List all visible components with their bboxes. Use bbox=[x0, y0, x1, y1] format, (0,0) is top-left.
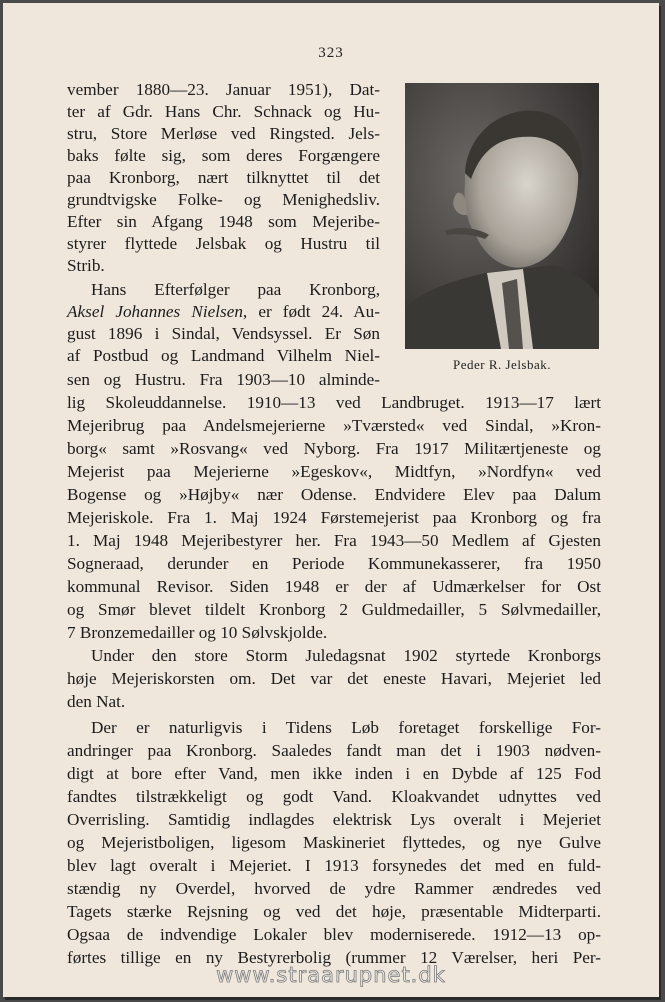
watermark: www.straarupnet.dk bbox=[216, 963, 446, 987]
text-line: gust 1896 i Sindal, Vendsyssel. Er Søn bbox=[67, 324, 380, 343]
text-line: Under den store Storm Juledagsnat 1902 styrtede Kronborgs bbox=[91, 646, 601, 665]
text-line: førtes tillige en ny Bestyrerbolig (rummer 12 Værelser, heri Per- bbox=[67, 948, 601, 967]
text-line: Bogense og »Højby« nær Odense. Endvidere Elev paa Dalum bbox=[67, 485, 601, 504]
text-line: stændig ny Overdel, hvorved de ydre Rammer ændredes ved bbox=[67, 879, 601, 898]
portrait-figure bbox=[405, 83, 599, 373]
text-line: vember 1880—23. Januar 1951), Dat- bbox=[67, 80, 380, 99]
text-line: paa Kronborg, nært tilknyttet til det bbox=[67, 168, 380, 187]
text-line: Mejeriskole. Fra 1. Maj 1924 Førstemejerist paa Kronborg og fra bbox=[67, 508, 601, 527]
text-line: baks følte sig, som deres Forgængere bbox=[67, 146, 380, 165]
text-line: Ogsaa de indvendige Lokaler blev moderniserede. 1912—13 op- bbox=[67, 925, 601, 944]
text-line: ter af Gdr. Hans Chr. Schnack og Hu- bbox=[67, 102, 380, 121]
text-line: lig Skoleuddannelse. 1910—13 ved Landbruget. 1913—17 lært bbox=[67, 393, 601, 412]
text-line: Tagets stærke Rejsning og ved det høje, præsentable Midterparti. bbox=[67, 902, 601, 921]
text-line: Der er naturligvis i Tidens Løb foretaget forskellige For- bbox=[91, 718, 601, 737]
text-line: digt at bore efter Vand, men ikke inden i en Dybde af 125 Fod bbox=[67, 764, 601, 783]
text-line: styrer flyttede Jelsbak og Hustru til bbox=[67, 234, 380, 253]
book-page bbox=[3, 3, 659, 997]
text-line: Mejeribrug paa Andelsmejerierne »Tværsted« ved Sindal, »Kron- bbox=[67, 416, 601, 435]
text-line: grundtvigske Folke- og Menighedsliv. bbox=[67, 190, 380, 209]
text-line: Hans Efterfølger paa Kronborg, bbox=[91, 280, 380, 299]
text-line: Sogneraad, derunder en Periode Kommunekasserer, fra 1950 bbox=[67, 554, 601, 573]
text-line: Aksel Johannes Nielsen, er født 24. Au- bbox=[67, 302, 380, 321]
portrait-photo bbox=[405, 83, 599, 349]
person-name: Aksel Johannes Nielsen bbox=[67, 302, 243, 321]
text-line: af Postbud og Landmand Vilhelm Niel- bbox=[67, 346, 380, 365]
text-line: Mejerist paa Mejerierne »Egeskov«, Midtfyn, »Nordfyn« ved bbox=[67, 462, 601, 481]
text-line: Efter sin Afgang 1948 som Mejeribe- bbox=[67, 212, 380, 231]
text-line: den Nat. bbox=[67, 692, 126, 711]
text-line: blev lagt overalt i Mejeriet. I 1913 forsynedes det med en fuld- bbox=[67, 856, 601, 875]
text-line: stru, Store Merløse ved Ringsted. Jels- bbox=[67, 124, 380, 143]
text-line: Overrisling. Samtidig indlagdes elektrisk Lys overalt i Mejeriet bbox=[67, 810, 601, 829]
text-line: og Smør blevet tildelt Kronborg 2 Guldmedailler, 5 Sølvmedailler, bbox=[67, 600, 601, 619]
text-line: sen og Hustru. Fra 1903—10 alminde- bbox=[67, 370, 380, 389]
text-line: 1. Maj 1948 Mejeribestyrer her. Fra 1943—50 Medlem af Gjesten bbox=[67, 531, 601, 550]
text-line: borg« samt »Rosvang« ved Nyborg. Fra 1917 Militærtjeneste og bbox=[67, 439, 601, 458]
text-line: kommunal Revisor. Siden 1948 er der af Udmærkelser for Ost bbox=[67, 577, 601, 596]
text-line: andringer paa Kronborg. Saaledes fandt man det i 1903 nødven- bbox=[67, 741, 601, 760]
text-line: og Mejeristboligen, ligesom Maskineriet flyttedes, og nye Gulve bbox=[67, 833, 601, 852]
page-number: 323 bbox=[318, 45, 344, 61]
text-line: høje Mejeriskorsten om. Det var det eneste Havari, Mejeriet led bbox=[67, 669, 601, 688]
portrait-caption: Peder R. Jelsbak. bbox=[452, 357, 552, 372]
text-line: fandtes tilstrækkeligt og godt Vand. Kloakvandet udnyttes ved bbox=[67, 787, 601, 806]
text-line: Strib. bbox=[67, 256, 105, 275]
text-line: 7 Bronzemedailler og 10 Sølvskjolde. bbox=[67, 623, 328, 642]
